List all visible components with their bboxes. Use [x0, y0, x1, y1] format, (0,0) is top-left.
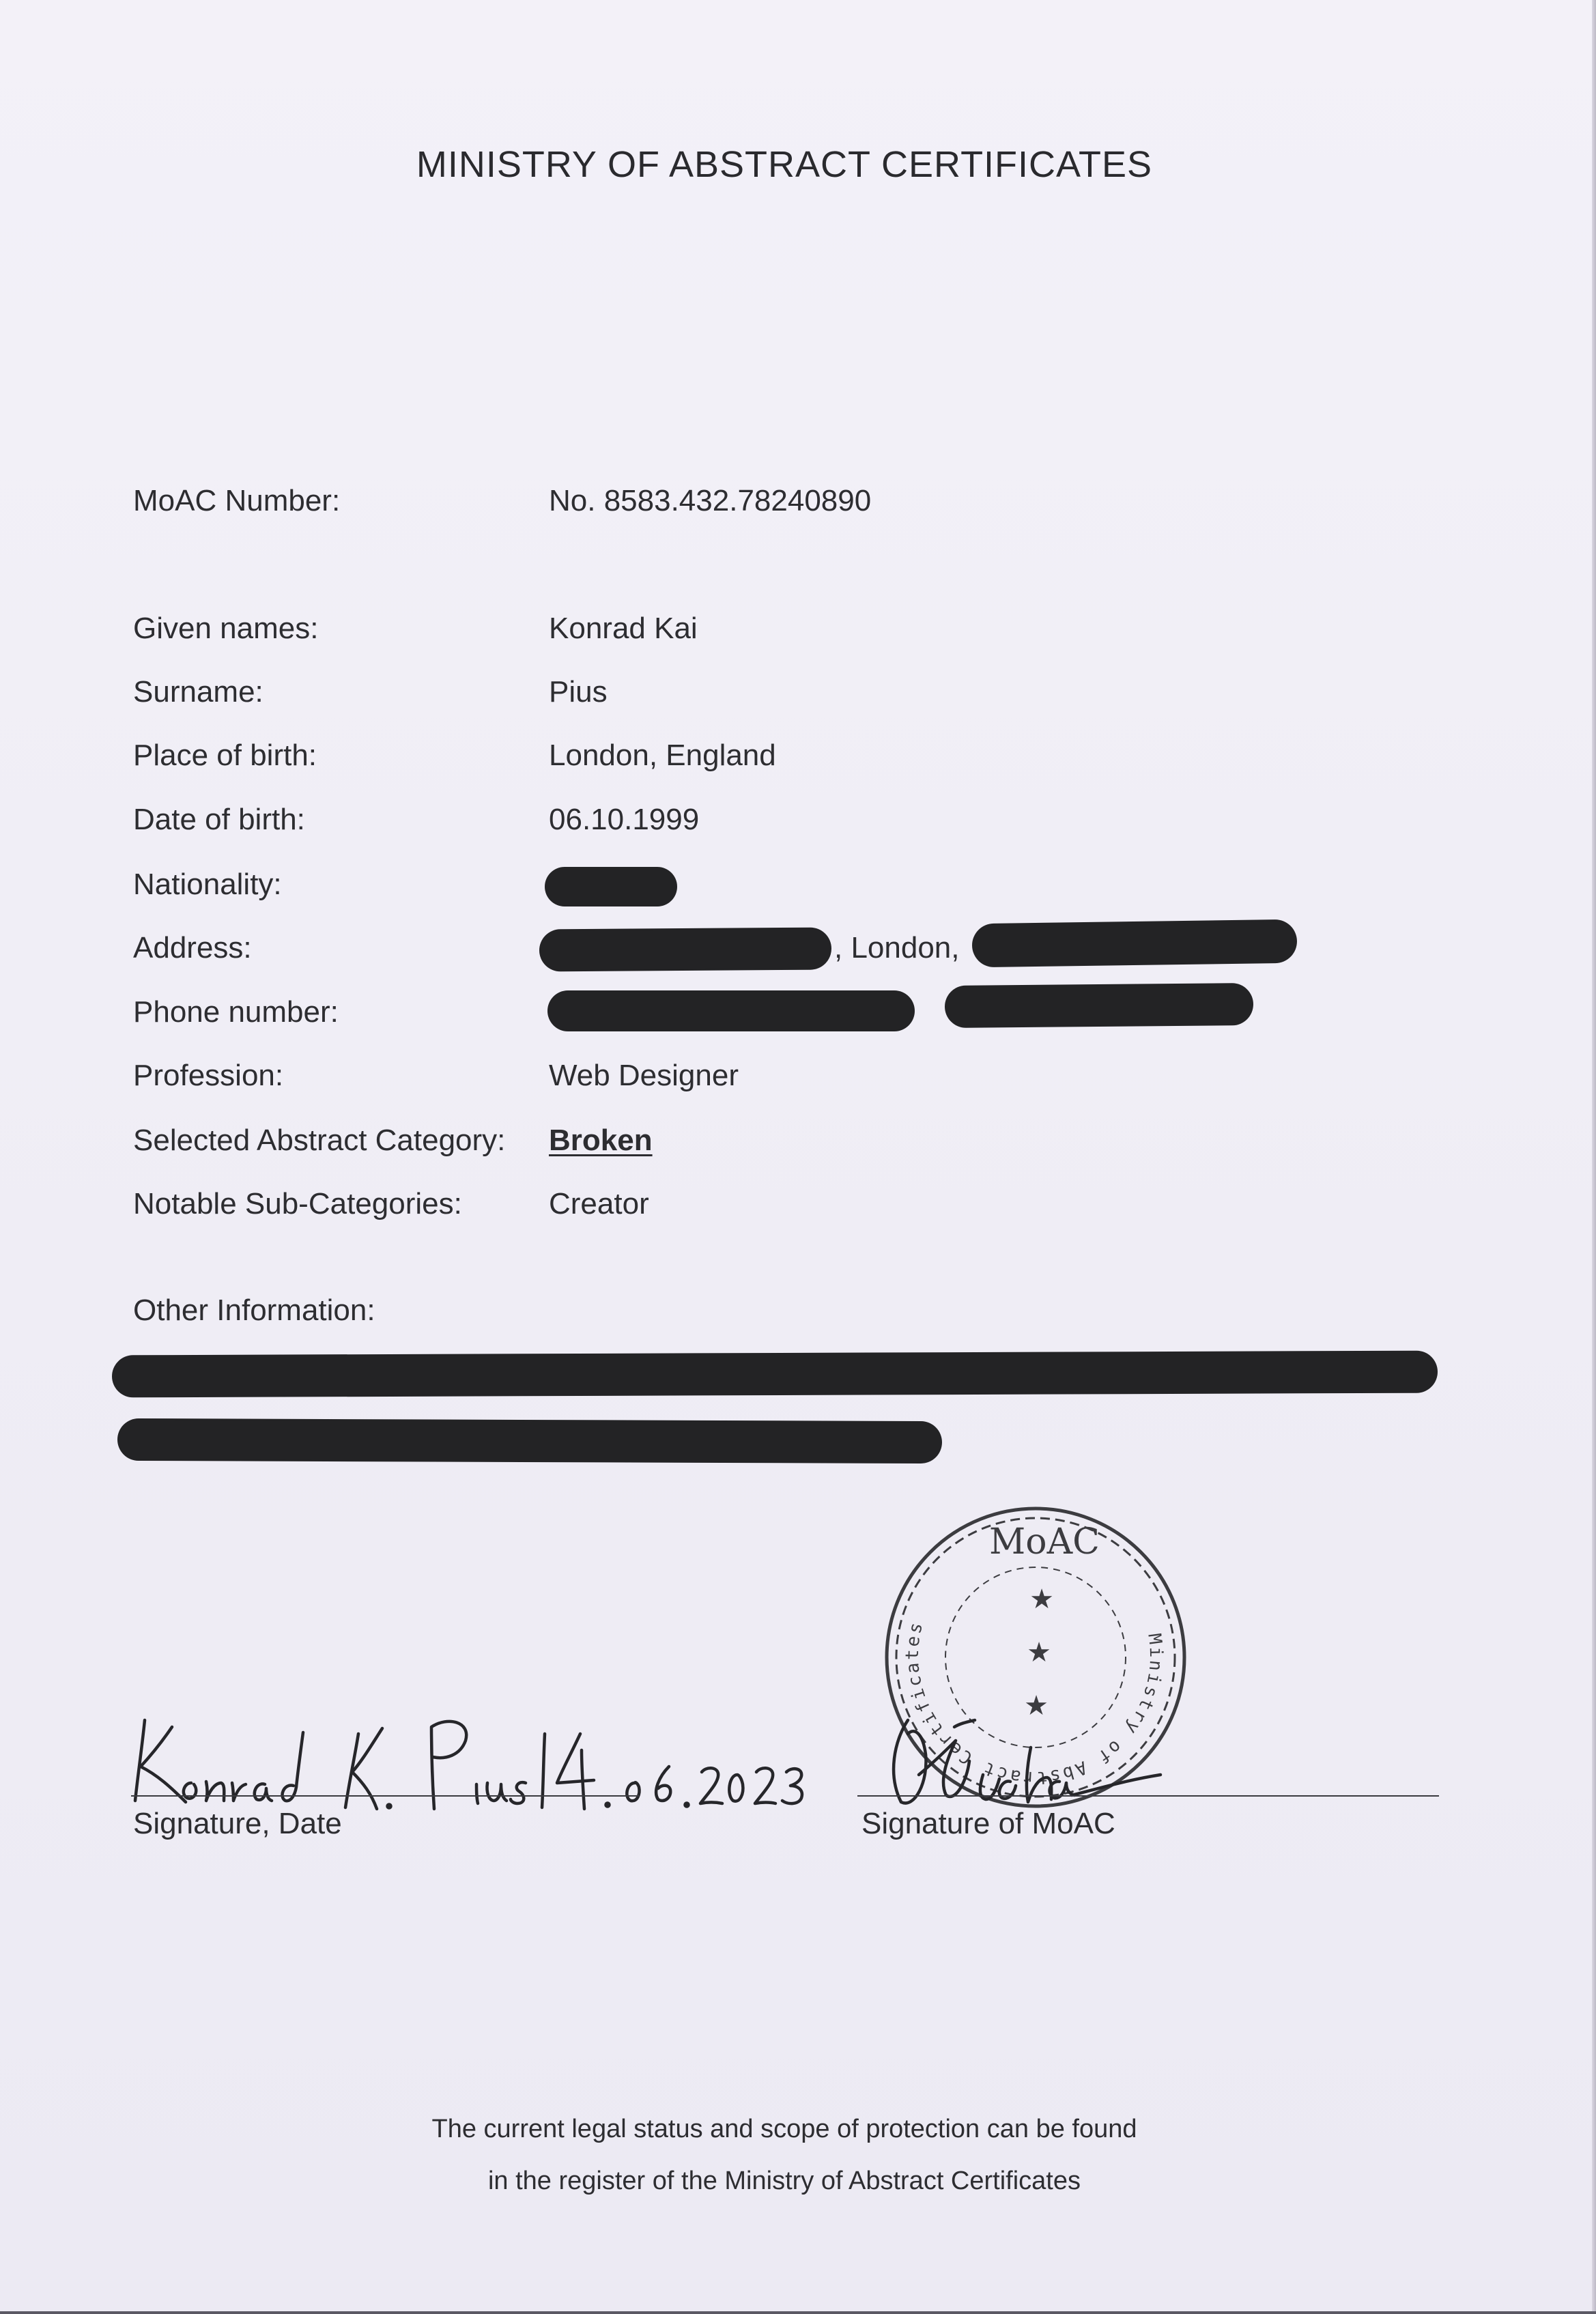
phone-redaction-part1 [547, 990, 915, 1031]
profession-value: Web Designer [549, 1059, 739, 1092]
footer-line-2: in the register of the Ministry of Abstract Certificates [487, 2167, 1081, 2195]
moac-number-label: MoAC Number: [133, 484, 341, 517]
address-city: , London, [834, 931, 960, 965]
other-information-label: Other Information: [133, 1294, 375, 1327]
place-of-birth-value: London, England [549, 739, 776, 772]
place-of-birth-label: Place of birth: [133, 739, 317, 772]
surname-label: Surname: [133, 675, 263, 709]
profession-label: Profession: [133, 1059, 284, 1092]
nationality-redaction [545, 867, 677, 906]
holder-signature-caption: Signature, Date [133, 1807, 342, 1840]
abstract-category-value: Broken [549, 1124, 653, 1157]
moac-signature-caption: Signature of MoAC [861, 1807, 1115, 1840]
paper-edge-bottom [0, 2311, 1596, 2314]
phone-redaction-part2 [945, 983, 1254, 1028]
moac-number-value: No. 8583.432.78240890 [549, 484, 872, 517]
given-names-value: Konrad Kai [549, 612, 698, 645]
stamp-star-3: ★ [1024, 1691, 1049, 1721]
abstract-category-label: Selected Abstract Category: [133, 1124, 506, 1157]
address-redaction-postcode [972, 919, 1298, 968]
phone-number-label: Phone number: [133, 995, 339, 1029]
nationality-label: Nationality: [133, 868, 282, 901]
footer-line-1: The current legal status and scope of protection can be found [431, 2115, 1137, 2143]
sub-categories-label: Notable Sub-Categories: [133, 1187, 462, 1220]
address-redaction-street [539, 928, 831, 972]
document-title: MINISTRY OF ABSTRACT CERTIFICATES [416, 144, 1153, 185]
other-information-redaction-line2 [117, 1418, 942, 1463]
moac-signature-line [857, 1795, 1439, 1797]
moac-handwritten-signature [881, 1700, 1181, 1816]
stamp-star-1: ★ [1029, 1584, 1054, 1614]
surname-value: Pius [549, 675, 608, 709]
holder-signature-line [131, 1795, 639, 1797]
address-label: Address: [133, 931, 252, 965]
stamp-center-text: MoAC [989, 1522, 1100, 1562]
other-information-redaction-line1 [112, 1351, 1438, 1398]
stamp-ring-text: Ministry of Abstract Certificates [902, 1618, 1167, 1788]
date-of-birth-value: 06.10.1999 [549, 803, 700, 836]
date-of-birth-label: Date of birth: [133, 803, 305, 836]
sub-categories-value: Creator [549, 1187, 649, 1220]
stamp-star-2: ★ [1027, 1638, 1051, 1668]
paper-edge-right [1592, 0, 1596, 2314]
holder-handwritten-signature [130, 1706, 819, 1816]
given-names-label: Given names: [133, 612, 319, 645]
